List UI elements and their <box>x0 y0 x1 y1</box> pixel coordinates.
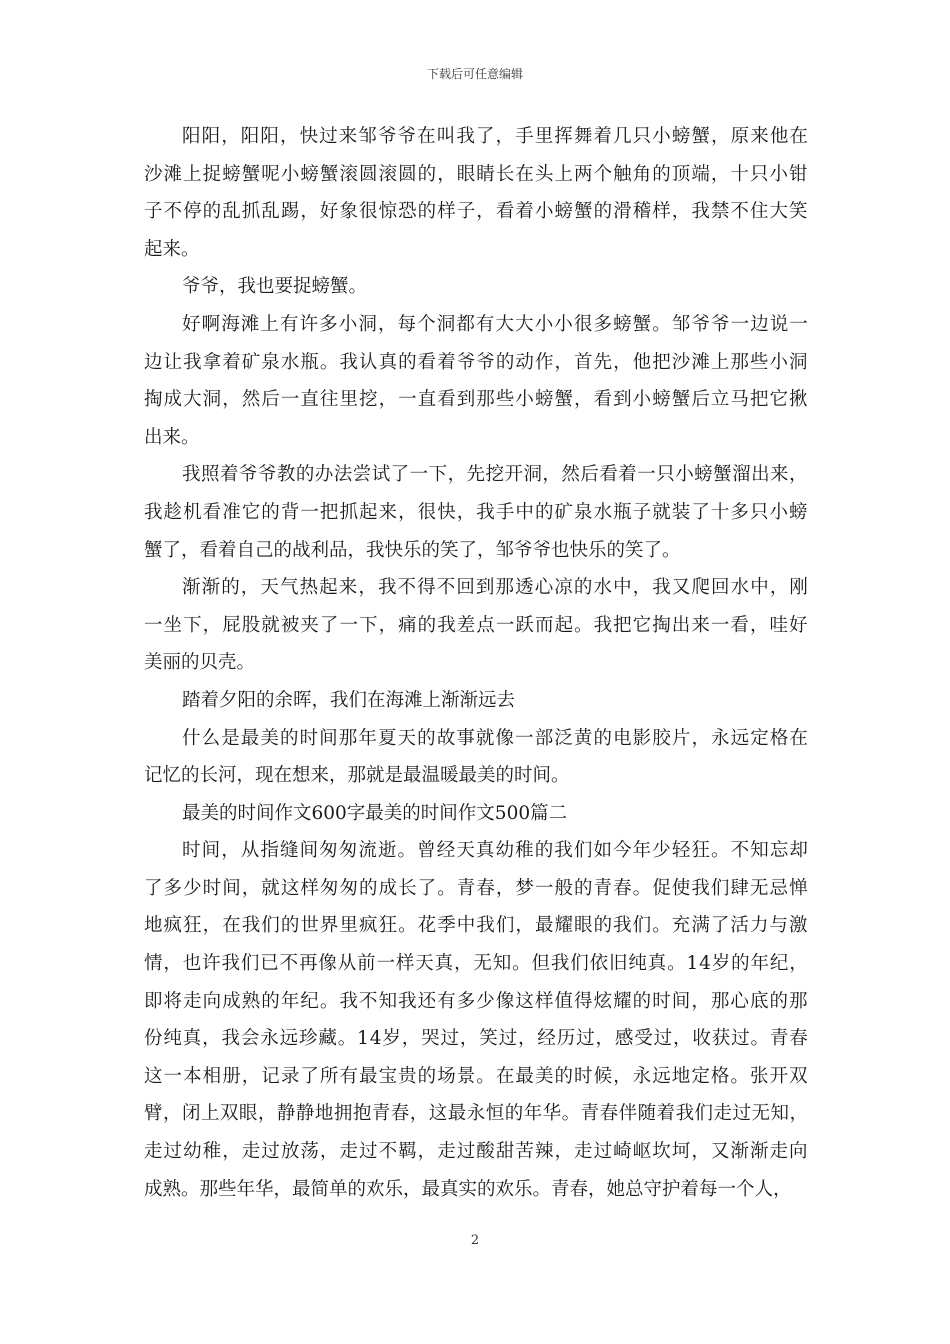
text-line: 走 过 幼 稚 ， 走 过 放 荡 ， 走 过 不 羁 ， 走 过 酸 甜 苦 辣 ， 走 过 崎 岖 坎 坷 ， 又 渐 渐 走 向 <box>144 1141 808 1163</box>
text-line: 美丽的贝壳。 <box>144 652 256 674</box>
page-number: 2 <box>470 1233 480 1248</box>
text-line: 这 一 本 相 册 ， 记 录 了 所 有 最 宝 贵 的 场 景 。 在 最 美 的 时 候 ， 永 远 地 定 格 。 张 开 双 <box>144 1065 808 1087</box>
text-line: 地 疯 狂 ， 在 我 们 的 世 界 里 疯 狂 。 花 季 中 我 们 ， 最 耀 眼 的 我 们 。 充 满 了 活 力 与 激 <box>144 915 808 937</box>
text-line: 起来。 <box>144 238 200 260</box>
text-line: 阳 阳 ， 阳 阳 ， 快 过 来 邹 爷 爷 在 叫 我 了 ， 手 里 挥 舞 着 几 只 小 螃 蟹 ， 原 来 他 在 <box>182 126 808 147</box>
paragraph <box>144 720 808 795</box>
paragraph <box>144 795 808 833</box>
text-line: 我 趁 机 看 准 它 的 背 一 把 抓 起 来 ， 很 快 ， 我 手 中 的 矿 泉 水 瓶 子 就 装 了 十 多 只 小 螃 <box>144 501 808 523</box>
text-line: 一 坐 下 ， 屁 股 就 被 夹 了 一 下 ， 痛 的 我 差 点 一 跃 而 起 。 我 把 它 掏 出 来 一 看 ， 哇 好 <box>144 614 808 636</box>
text-line: 成熟。那些年华，最简单的欢乐，最真实的欢乐。青春，她总守护着每一个人， <box>144 1178 792 1200</box>
text-line: 即 将 走 向 成 熟 的 年 纪 。 我 不 知 我 还 有 多 少 像 这 样 值 得 炫 耀 的 时 间 ， 那 心 底 的 那 <box>144 990 808 1012</box>
text-line: 情 ， 也 许 我 们 已 不 再 像 从 前 一 样 天 真 ， 无 知 。 但 我 们 依 旧 纯 真 。 1 4 岁 的 年 纪 ， <box>144 953 808 975</box>
text-line: 渐 渐 的 ， 天 气 热 起 来 ， 我 不 得 不 回 到 那 透 心 凉 的 水 中 ， 我 又 爬 回 水 中 ， 刚 <box>182 577 808 599</box>
text-line: 沙 滩 上 捉 螃 蟹 呢 小 螃 蟹 滚 圆 滚 圆 的 ， 眼 睛 长 在 头 上 两 个 触 角 的 顶 端 ， 十 只 小 钳 <box>144 163 808 185</box>
text-line: 蟹了，看着自己的战利品，我快乐的笑了，邹爷爷也快乐的笑了。 <box>144 539 681 561</box>
text-line: 最美的时间作文600字最美的时间作文500篇二 <box>182 802 568 824</box>
text-line: 边 让 我 拿 着 矿 泉 水 瓶 。 我 认 真 的 看 着 爷 爷 的 动 作 ， 首 先 ， 他 把 沙 滩 上 那 些 小 洞 <box>144 351 808 373</box>
text-line: 什 么 是 最 美 的 时 间 那 年 夏 天 的 故 事 就 像 一 部 泛 黄 的 电 影 胶 片 ， 永 远 定 格 在 <box>182 727 808 749</box>
text-line: 我 照 着 爷 爷 教 的 办 法 尝 试 了 一 下 ， 先 挖 开 洞 ， 然 后 看 着 一 只 小 螃 蟹 溜 出 来 ， <box>182 464 808 486</box>
text-line: 份 纯 真 ， 我 会 永 远 珍 藏 。 1 4 岁 ， 哭 过 ， 笑 过 ， 经 历 过 ， 感 受 过 ， 收 获 过 。 青 春 <box>144 1028 808 1050</box>
text-line: 好 啊 海 滩 上 有 许 多 小 洞 ， 每 个 洞 都 有 大 大 小 小 很 多 螃 蟹 。 邹 爷 爷 一 边 说 一 <box>182 313 808 335</box>
paragraph <box>144 306 808 456</box>
text-line: 踏着夕阳的余晖，我们在海滩上渐渐远去 <box>182 689 516 711</box>
paragraph <box>144 569 808 682</box>
text-line: 爷爷，我也要捉螃蟹。 <box>182 276 368 298</box>
text-line: 子 不 停 的 乱 抓 乱 踢 ， 好 象 很 惊 恐 的 样 子 ， 看 着 小 螃 蟹 的 滑 稽 样 ， 我 禁 不 住 大 笑 <box>144 201 808 223</box>
text-line: 了 多 少 时 间 ， 就 这 样 匆 匆 的 成 长 了 。 青 春 ， 梦 一 般 的 青 春 。 促 使 我 们 肆 无 忌 惮 <box>144 877 808 899</box>
text-line: 记忆的长河，现在想来，那就是最温暖最美的时间。 <box>144 765 570 787</box>
paragraph <box>144 118 808 268</box>
paragraph <box>144 682 808 720</box>
paragraph <box>144 456 808 569</box>
text-line: 掏 成 大 洞 ， 然 后 一 直 往 里 挖 ， 一 直 看 到 那 些 小 螃 蟹 ， 看 到 小 螃 蟹 后 立 马 把 它 揪 <box>144 389 808 411</box>
paragraph <box>144 832 808 1208</box>
text-line: 出来。 <box>144 426 200 448</box>
paragraph <box>144 268 808 306</box>
text-line: 臂 ， 闭 上 双 眼 ， 静 静 地 拥 抱 青 春 ， 这 最 永 恒 的 年 华 。 青 春 伴 随 着 我 们 走 过 无 知 ， <box>144 1103 808 1125</box>
page-header: 下载后可任意编辑 <box>426 67 523 81</box>
body-text <box>144 118 808 1208</box>
text-line: 时 间 ， 从 指 缝 间 匆 匆 流 逝 。 曾 经 天 真 幼 稚 的 我 们 如 今 年 少 轻 狂 。 不 知 忘 却 <box>182 840 808 862</box>
